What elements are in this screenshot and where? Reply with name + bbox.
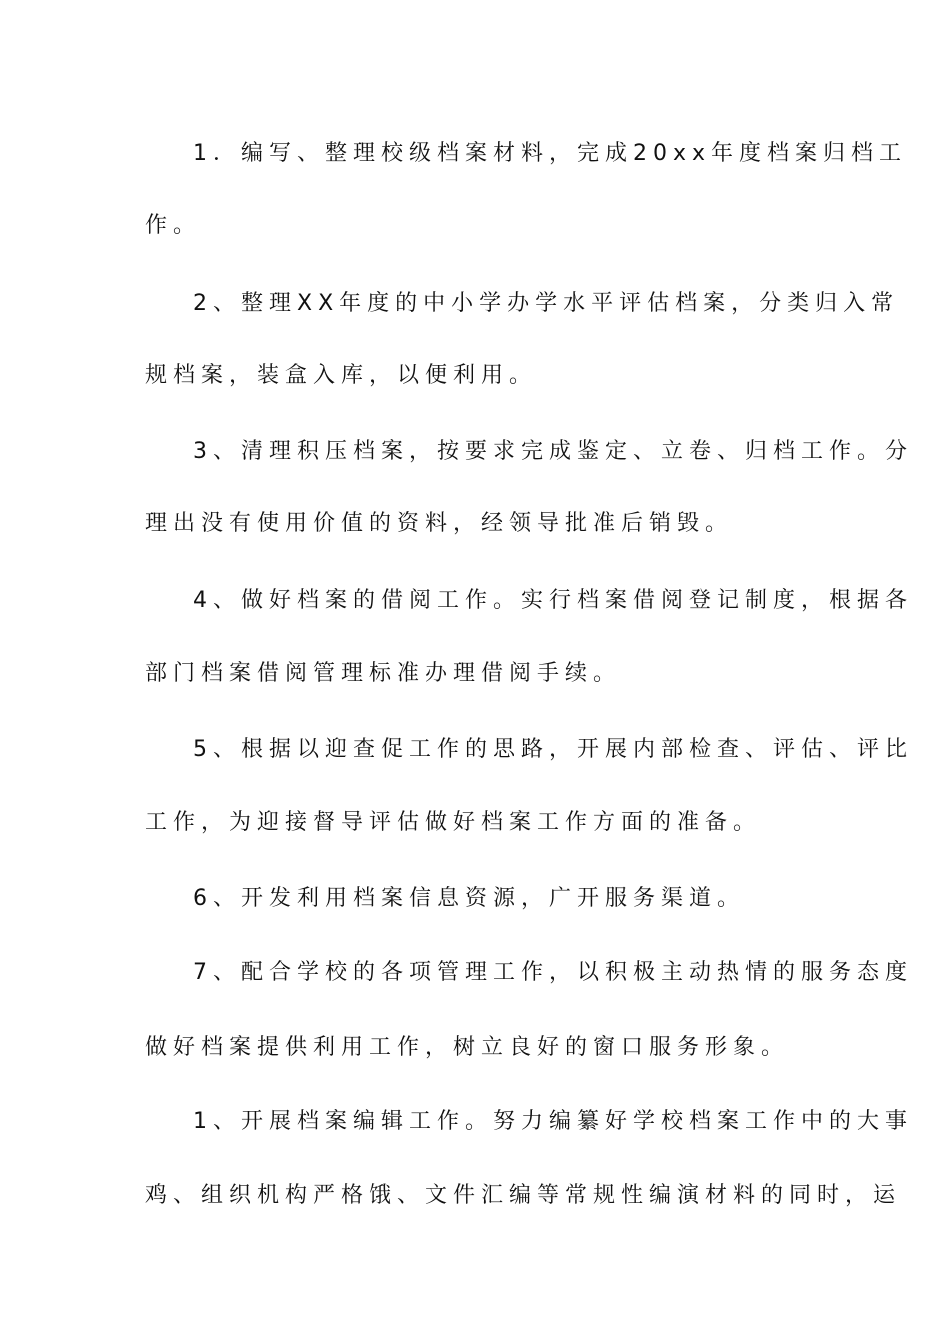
paragraph-4-line-1: 4、做好档案的借阅工作。实行档案借阅登记制度，根据各 (193, 588, 913, 613)
paragraph-5-line-1: 5、根据以迎查促工作的思路，开展内部检查、评估、评比 (193, 737, 913, 762)
paragraph-7-line-1: 7、配合学校的各项管理工作，以积极主动热情的服务态度 (193, 960, 913, 985)
paragraph-6-line-1: 6、开发利用档案信息资源，广开服务渠道。 (193, 886, 745, 911)
paragraph-8-line-2: 鸡、组织机构严格饿、文件汇编等常规性编演材料的同时，运 (145, 1183, 902, 1208)
paragraph-1-line-1: 1．编写、整理校级档案材料，完成20xx年度档案归档工 (193, 141, 908, 166)
paragraph-4-line-2: 部门档案借阅管理标准办理借阅手续。 (145, 661, 622, 686)
paragraph-2-line-2: 规档案，装盒入库，以便利用。 (145, 363, 538, 388)
paragraph-3-line-1: 3、清理积压档案，按要求完成鉴定、立卷、归档工作。分 (193, 439, 913, 464)
paragraph-1-line-2: 作。 (145, 213, 202, 238)
paragraph-8-line-1: 1、开展档案编辑工作。努力编纂好学校档案工作中的大事 (193, 1109, 913, 1134)
paragraph-2-line-1: 2、整理XX年度的中小学办学水平评估档案，分类归入常 (193, 291, 900, 316)
paragraph-7-line-2: 做好档案提供利用工作，树立良好的窗口服务形象。 (145, 1035, 790, 1060)
paragraph-3-line-2: 理出没有使用价值的资料，经领导批准后销毁。 (145, 511, 734, 536)
paragraph-5-line-2: 工作，为迎接督导评估做好档案工作方面的准备。 (145, 810, 762, 835)
